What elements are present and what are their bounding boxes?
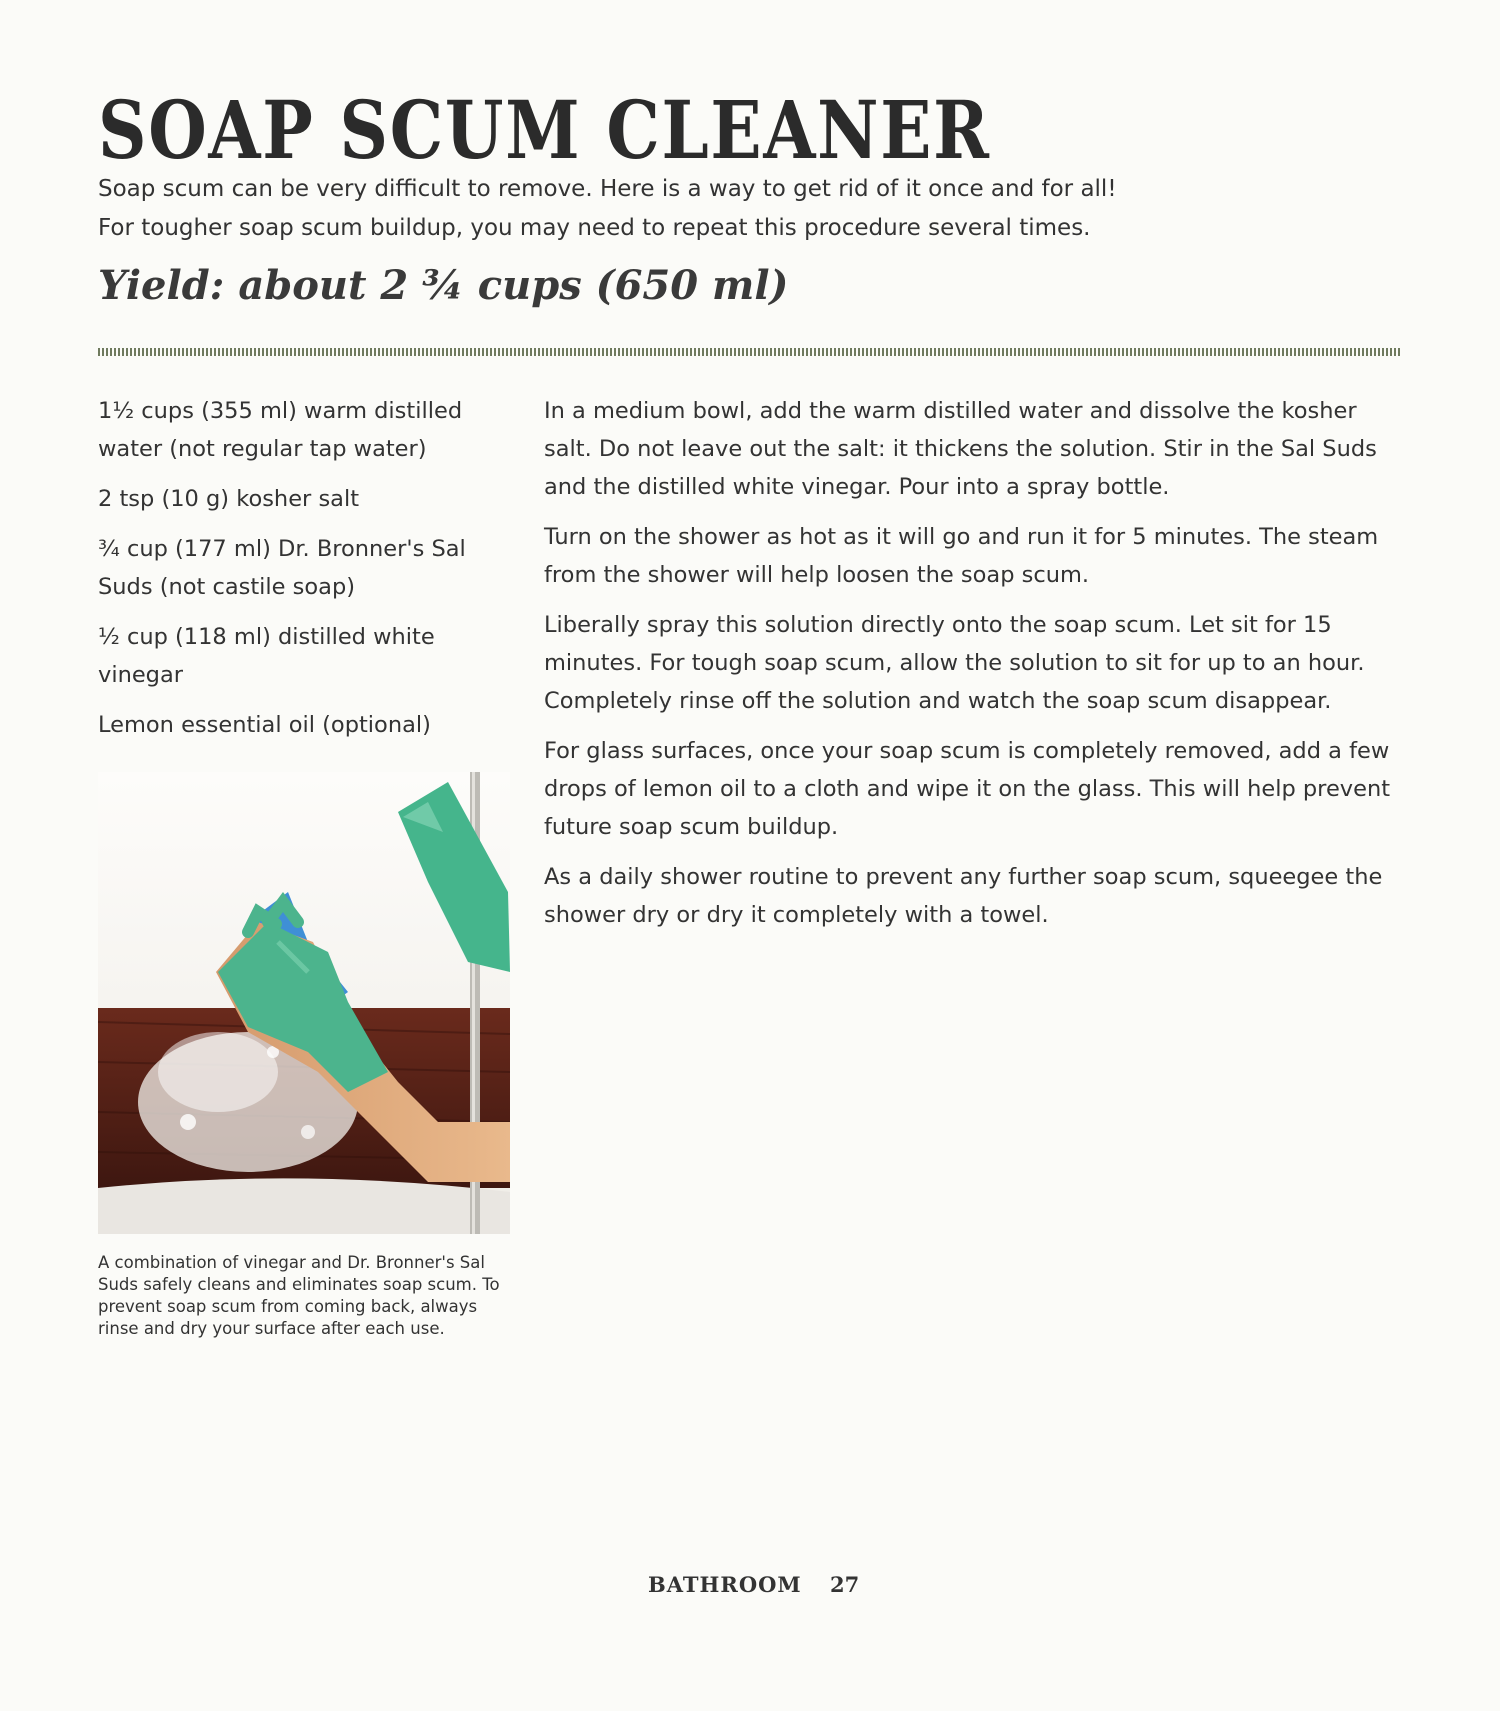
- instruction-paragraph: For glass surfaces, once your soap scum is completely removed, add a few drops of lemon oil to a cloth and wipe it on the glass. This will help prevent future soap scum buildup.: [544, 738, 1391, 840]
- instruction-paragraph: As a daily shower routine to prevent any further soap scum, squeegee the shower dry or dry it completely with a towel.: [544, 864, 1383, 928]
- instruction-paragraph: Turn on the shower as hot as it will go and run it for 5 minutes. The steam from the shower will help loosen the soap scum.: [544, 524, 1379, 588]
- footer-section-name: BATHROOM: [648, 1572, 802, 1597]
- page-footer: [0, 1572, 1500, 1602]
- section-divider: [98, 348, 1400, 356]
- ingredient-item: ¾ cup (177 ml) Dr. Bronner's Sal Suds (not castile soap): [98, 536, 466, 600]
- ingredient-item: 2 tsp (10 g) kosher salt: [98, 486, 360, 512]
- intro-paragraph: Soap scum can be very difficult to remove. Here is a way to get rid of it once and for all! For tougher soap scum buildup, you may need to repeat this procedure several times.: [98, 176, 1117, 241]
- yield-heading: Yield: about 2 ¾ cups (650 ml): [98, 262, 789, 309]
- photo-caption: A combination of vinegar and Dr. Bronner's Sal Suds safely cleans and eliminates soap scum. To prevent soap scum from coming back, always rinse and dry your surface after each use.: [98, 1253, 500, 1338]
- ingredient-item: 1½ cups (355 ml) warm distilled water (not regular tap water): [98, 398, 463, 462]
- instruction-paragraph: In a medium bowl, add the warm distilled water and dissolve the kosher salt. Do not leave out the salt: it thickens the solution. Stir in the Sal Suds and the distilled white vinegar. Pour into a spray bottle.: [544, 398, 1377, 500]
- instructions: [544, 392, 1410, 946]
- ingredient-item: Lemon essential oil (optional): [98, 712, 431, 738]
- ingredient-list: [98, 392, 518, 756]
- instruction-paragraph: Liberally spray this solution directly onto the soap scum. Let sit for 15 minutes. For tough soap scum, allow the solution to sit for up to an hour. Completely rinse off the solution and watch the soap scum disappear.: [544, 612, 1365, 714]
- page-number: 27: [830, 1572, 860, 1597]
- ingredient-item: ½ cup (118 ml) distilled white vinegar: [98, 624, 435, 688]
- page-title: SOAP SCUM CLEANER: [98, 83, 991, 177]
- cleaning-photo: [98, 772, 510, 1234]
